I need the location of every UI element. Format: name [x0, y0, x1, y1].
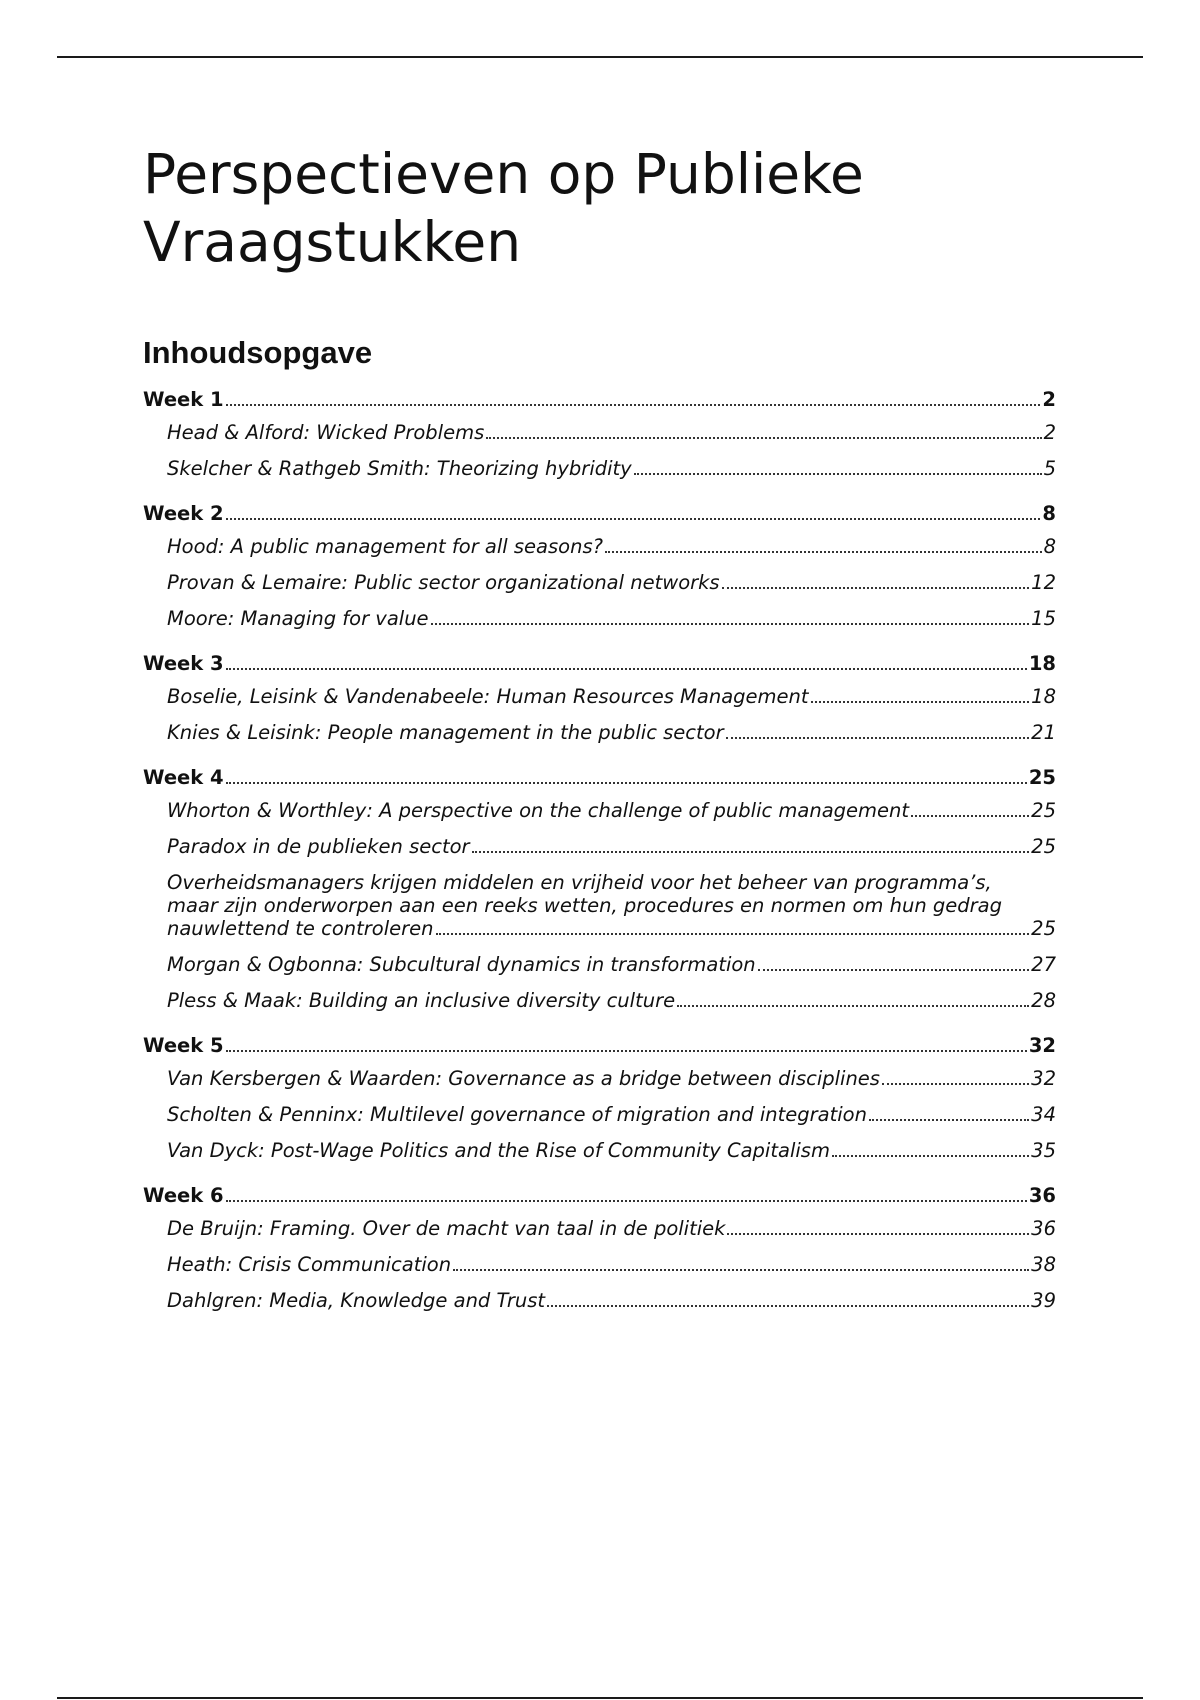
- toc-entry-label: Dahlgren: Media, Knowledge and Trust: [167, 1289, 546, 1312]
- toc-page-number: 38: [1031, 1253, 1056, 1276]
- toc-entry-label: Boselie, Leisink & Vandenabeele: Human Resources Management: [167, 685, 809, 708]
- toc-entry[interactable]: [143, 835, 1056, 858]
- dot-leader: [727, 1233, 1029, 1235]
- dot-leader: [486, 437, 1041, 439]
- toc-page-number: 5: [1043, 457, 1056, 480]
- toc-page-number: 25: [1028, 766, 1056, 789]
- toc-page-number: 39: [1031, 1289, 1056, 1312]
- dot-leader: [226, 782, 1027, 784]
- toc-entry-label: Heath: Crisis Communication: [167, 1253, 452, 1276]
- toc-entry-label: Week 1: [143, 388, 224, 411]
- toc-entry-label: Week 3: [143, 652, 224, 675]
- toc-entry[interactable]: [143, 1217, 1056, 1240]
- toc-section-week-4: [143, 766, 1056, 1012]
- dot-leader: [634, 473, 1042, 475]
- toc-page-number: 36: [1028, 1184, 1056, 1207]
- toc-entry-label: Van Dyck: Post-Wage Politics and the Rise of Community Capitalism: [167, 1139, 830, 1162]
- toc-entry[interactable]: [143, 1103, 1056, 1126]
- footer-rule: [57, 1697, 1143, 1699]
- toc-entry-label: Pless & Maak: Building an inclusive diversity culture: [167, 989, 676, 1012]
- dot-leader: [226, 668, 1027, 670]
- toc-page-number: 34: [1031, 1103, 1056, 1126]
- toc-entry[interactable]: [143, 685, 1056, 708]
- dot-leader: [758, 969, 1030, 971]
- toc-entry[interactable]: [143, 989, 1056, 1012]
- toc-entry-label: Skelcher & Rathgeb Smith: Theorizing hybridity: [167, 457, 632, 480]
- toc-entry-week[interactable]: [143, 1034, 1056, 1057]
- dot-leader: [431, 623, 1030, 625]
- header-rule: [57, 56, 1143, 58]
- toc-page-number: 32: [1028, 1034, 1056, 1057]
- toc-entry-week[interactable]: [143, 388, 1056, 411]
- toc-entry[interactable]: [143, 607, 1056, 630]
- toc-entry-week[interactable]: [143, 652, 1056, 675]
- dot-leader: [726, 737, 1030, 739]
- toc-entry-label: Moore: Managing for value: [167, 607, 429, 630]
- toc-entry-label: Scholten & Penninx: Multilevel governance of migration and integration: [167, 1103, 867, 1126]
- dot-leader: [722, 587, 1030, 589]
- toc-page-number: 28: [1031, 989, 1056, 1012]
- dot-leader: [547, 1305, 1029, 1307]
- toc-page-number: 27: [1031, 953, 1056, 976]
- toc-section-week-6: [143, 1184, 1056, 1312]
- toc-page-number: 36: [1031, 1217, 1056, 1240]
- dot-leader: [226, 518, 1041, 520]
- document-title: Perspectieven op Publieke Vraagstukken: [143, 142, 864, 274]
- toc-entry[interactable]: [143, 535, 1056, 558]
- toc-page-number: 8: [1042, 502, 1056, 525]
- document-body: [143, 140, 1056, 1325]
- toc-entry-week[interactable]: [143, 502, 1056, 525]
- toc-entry-label: Paradox in de publieken sector: [167, 835, 470, 858]
- toc-entry[interactable]: [143, 1067, 1056, 1090]
- toc-entry-label: Head & Alford: Wicked Problems: [167, 421, 485, 444]
- toc-page-number: 25: [1031, 917, 1056, 940]
- toc-entry[interactable]: [143, 1139, 1056, 1162]
- toc-entry-label: Week 2: [143, 502, 224, 525]
- dot-leader: [869, 1119, 1029, 1121]
- dot-leader: [811, 701, 1030, 703]
- toc-entry-label: Morgan & Ogbonna: Subcultural dynamics in transformation: [167, 953, 756, 976]
- toc-entry-label: De Bruijn: Framing. Over de macht van taal in de politiek: [167, 1217, 726, 1240]
- toc-page-number: 18: [1031, 685, 1056, 708]
- toc-entry[interactable]: [143, 1253, 1056, 1276]
- dot-leader: [226, 1050, 1027, 1052]
- toc-entry[interactable]: [143, 571, 1056, 594]
- toc-page-number: 35: [1031, 1139, 1056, 1162]
- toc-entry[interactable]: [143, 1289, 1056, 1312]
- dot-leader: [226, 1200, 1027, 1202]
- toc-entry-label-line: Overheidsmanagers krijgen middelen en vrijheid voor het beheer van programma’s,: [167, 871, 992, 894]
- dot-leader: [832, 1155, 1029, 1157]
- toc-entry-last-row: [167, 917, 1056, 940]
- toc-page-number: 18: [1028, 652, 1056, 675]
- dot-leader: [677, 1005, 1029, 1007]
- toc-entry-label: Van Kersbergen & Waarden: Governance as a bridge between disciplines: [167, 1067, 880, 1090]
- toc-entry-label: Week 4: [143, 766, 224, 789]
- toc-page-number: 25: [1031, 799, 1056, 822]
- toc-page-number: 2: [1043, 421, 1056, 444]
- toc-entry[interactable]: [143, 457, 1056, 480]
- dot-leader: [472, 851, 1030, 853]
- table-of-contents: [143, 388, 1056, 1312]
- toc-entry-label-line: nauwlettend te controleren: [167, 917, 434, 940]
- toc-page-number: 2: [1042, 388, 1056, 411]
- toc-entry-label: Provan & Lemaire: Public sector organizational networks: [167, 571, 720, 594]
- toc-entry[interactable]: [143, 421, 1056, 444]
- toc-section-week-2: [143, 502, 1056, 630]
- dot-leader: [882, 1083, 1029, 1085]
- toc-entry-week[interactable]: [143, 766, 1056, 789]
- toc-page-number: 25: [1031, 835, 1056, 858]
- toc-page-number: 8: [1043, 535, 1056, 558]
- toc-entry[interactable]: [143, 799, 1056, 822]
- toc-entry-label: Week 5: [143, 1034, 224, 1057]
- toc-page-number: 12: [1031, 571, 1056, 594]
- toc-page-number: 32: [1031, 1067, 1056, 1090]
- toc-entry-week[interactable]: [143, 1184, 1056, 1207]
- toc-page-number: 15: [1031, 607, 1056, 630]
- toc-entry-label: Hood: A public management for all seasons?: [167, 535, 603, 558]
- toc-section-week-1: [143, 388, 1056, 480]
- toc-section-week-3: [143, 652, 1056, 744]
- toc-entry[interactable]: [143, 721, 1056, 744]
- toc-entry-label-line: maar zijn onderworpen aan een reeks wetten, procedures en normen om hun gedrag: [167, 894, 1002, 917]
- dot-leader: [436, 933, 1030, 935]
- toc-heading: Inhoudsopgave: [143, 335, 373, 370]
- toc-entry[interactable]: [143, 871, 1056, 940]
- toc-section-week-5: [143, 1034, 1056, 1162]
- toc-entry-label: Whorton & Worthley: A perspective on the challenge of public management: [167, 799, 910, 822]
- toc-entry-label: Week 6: [143, 1184, 224, 1207]
- dot-leader: [226, 404, 1041, 406]
- dot-leader: [605, 551, 1042, 553]
- dot-leader: [911, 815, 1029, 817]
- dot-leader: [453, 1269, 1029, 1271]
- toc-entry-label: Knies & Leisink: People management in the public sector: [167, 721, 724, 744]
- toc-entry[interactable]: [143, 953, 1056, 976]
- toc-page-number: 21: [1031, 721, 1056, 744]
